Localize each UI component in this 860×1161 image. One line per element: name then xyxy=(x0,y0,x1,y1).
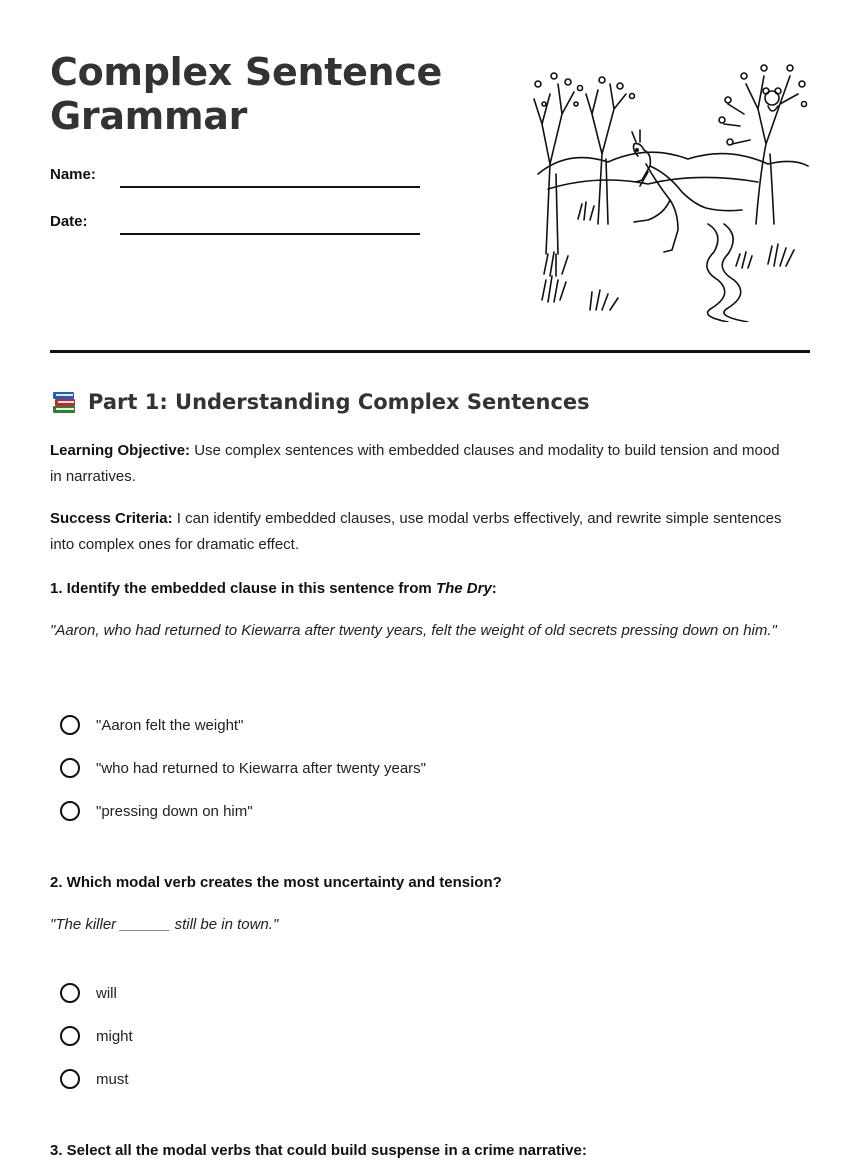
name-line[interactable] xyxy=(120,186,420,188)
objective-text: Use complex sentences with embedded clauses and modality to build tension and mood in narratives. xyxy=(50,442,780,485)
part1-title: Part 1: Understanding Complex Sentences xyxy=(88,390,590,414)
date-line[interactable] xyxy=(120,233,420,235)
books-icon xyxy=(50,388,78,416)
option-label: might xyxy=(96,1027,133,1045)
question-2-prompt: 2. Which modal verb creates the most uncertainty and tension? xyxy=(50,874,502,891)
criteria-text: I can identify embedded clauses, use modal verbs effectively, and rewrite simple sentences into complex ones for dramatic effect. xyxy=(50,510,782,553)
success-criteria xyxy=(50,506,790,558)
learning-objective xyxy=(50,438,790,490)
radio-button[interactable] xyxy=(60,758,80,778)
q2-option-3[interactable] xyxy=(60,1067,129,1091)
radio-button[interactable] xyxy=(60,1026,80,1046)
worksheet-header xyxy=(50,0,810,352)
q1-option-2[interactable] xyxy=(60,756,426,780)
date-field[interactable] xyxy=(50,213,420,243)
option-label: must xyxy=(96,1070,129,1088)
question-1-prompt: 1. Identify the embedded clause in this sentence from The Dry: xyxy=(50,580,497,597)
radio-button[interactable] xyxy=(60,1069,80,1089)
worksheet-title xyxy=(50,50,442,138)
name-label: Name: xyxy=(50,166,96,183)
date-label: Date: xyxy=(50,213,88,230)
radio-button[interactable] xyxy=(60,801,80,821)
question-2-quote: "The killer ______ still be in town." xyxy=(50,916,279,933)
part1-heading xyxy=(50,388,590,416)
question-1-quote: "Aaron, who had returned to Kiewarra after twenty years, felt the weight of old secrets pressing down on him." xyxy=(50,622,777,639)
option-label: will xyxy=(96,984,117,1002)
q2-option-1[interactable] xyxy=(60,981,117,1005)
q2-option-2[interactable] xyxy=(60,1024,133,1048)
option-label: "who had returned to Kiewarra after twenty years" xyxy=(96,759,426,777)
q1-option-1[interactable] xyxy=(60,713,243,737)
criteria-label: Success Criteria: xyxy=(50,510,173,527)
question-3-prompt: 3. Select all the modal verbs that could build suspense in a crime narrative: xyxy=(50,1142,587,1159)
option-label: "pressing down on him" xyxy=(96,802,253,820)
radio-button[interactable] xyxy=(60,715,80,735)
book-title: The Dry xyxy=(435,580,492,597)
option-label: "Aaron felt the weight" xyxy=(96,716,244,734)
q1-option-3[interactable] xyxy=(60,799,253,823)
title-line-1: Complex Sentence xyxy=(50,50,443,94)
header-divider xyxy=(50,350,810,353)
title-line-2: Grammar xyxy=(50,94,248,138)
outback-kangaroo-illustration xyxy=(528,54,810,322)
radio-button[interactable] xyxy=(60,983,80,1003)
objective-label: Learning Objective: xyxy=(50,442,191,459)
name-field[interactable] xyxy=(50,166,420,196)
